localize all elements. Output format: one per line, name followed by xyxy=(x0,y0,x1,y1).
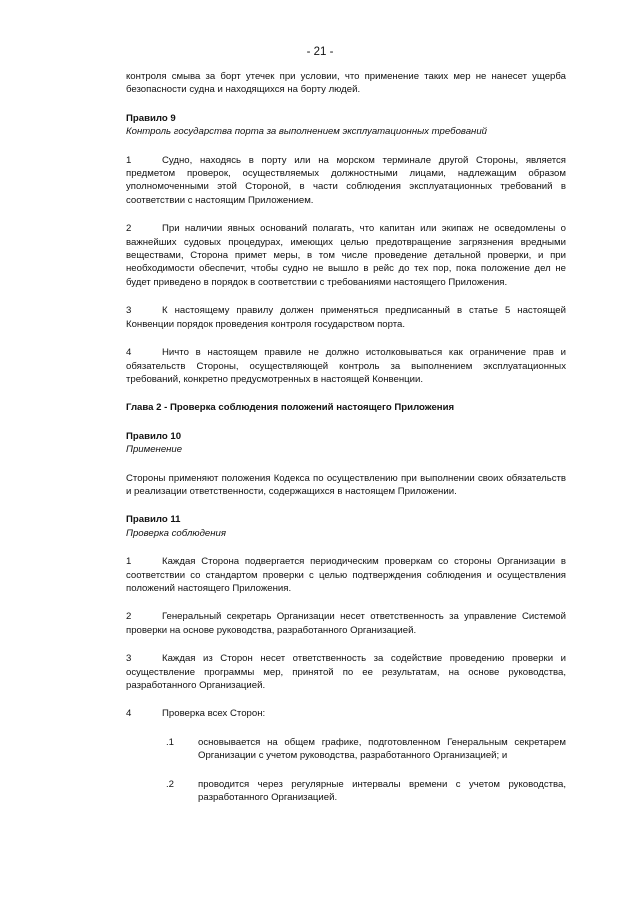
rule-9-subtitle: Контроль государства порта за выполнением эксплуатационных требований xyxy=(126,126,487,138)
rule-11-para-1 xyxy=(126,555,566,595)
page-body xyxy=(126,70,566,804)
rule-11-title: Правило 11 xyxy=(126,514,181,526)
para-number: 1 xyxy=(126,154,132,166)
rule-11-para-3 xyxy=(126,652,566,692)
rule-10-subtitle: Применение xyxy=(126,444,183,456)
rule-9-title: Правило 9 xyxy=(126,112,176,124)
para-text: При наличии явных оснований полагать, что капитан или экипаж не осведомлены о важнейших судовых процедурах, имеющих целью предотвращение загрязнения вредными веществами, Сторона примет меры, в том числе проведение детальной проверки, и при необходимости обеспечит, чтобы судно не вышло в рейс до тех пор, пока положение дел не будет приведено в порядок в соответствии с требованиями настоящего Приложения. xyxy=(126,223,566,288)
subitem-text: основывается на общем графике, подготовленном Генеральным секретарем Организации с учетом руководства, разработанного Организацией; и xyxy=(198,736,566,762)
rule-11-subtitle: Проверка соблюдения xyxy=(126,527,226,539)
para-text: К настоящему правилу должен применяться предписанный в статье 5 настоящей Конвенции порядок проведения контроля государством порта. xyxy=(126,305,566,330)
rule-11-para-4 xyxy=(126,707,566,720)
rule-9-para-2 xyxy=(126,222,566,289)
subitem-number: .2 xyxy=(165,778,174,790)
rule-11-subitem-2 xyxy=(126,778,566,805)
para-number: 4 xyxy=(126,347,132,359)
para-text: Ничто в настоящем правиле не должно истолковываться как ограничение прав и обязательств Стороны, осуществляющей контроль за выполнением эксплуатационных требований, конкретно предусмотренных в настоящей Конвенции. xyxy=(126,347,566,385)
subitem-text: проводится через регулярные интервалы времени с учетом руководства, разработанного Организацией. xyxy=(198,778,566,804)
intro-paragraph: контроля смыва за борт утечек при условии, что применение таких мер не нанесет ущерба безопасности судна и находящихся на борту людей. xyxy=(126,71,566,96)
para-text: Каждая Сторона подвергается периодическим проверкам со стороны Организации в соответствии со стандартом проверки с целью подтверждения соблюдения и осуществления положений настоящего Приложения. xyxy=(126,556,566,594)
rule-11-para-2 xyxy=(126,610,566,637)
rule-9-para-1 xyxy=(126,154,566,208)
para-number: 2 xyxy=(126,223,132,235)
chapter-2-heading: Глава 2 - Проверка соблюдения положений настоящего Приложения xyxy=(126,402,455,414)
para-text: Проверка всех Сторон: xyxy=(162,708,266,720)
rule-9-para-3 xyxy=(126,304,566,331)
para-text: Генеральный секретарь Организации несет ответственность за управление Системой проверки на основе руководства, разработанного Организацией. xyxy=(126,611,566,636)
rule-10-text: Стороны применяют положения Кодекса по осуществлению при выполнении своих обязательств и реализации ответственности, содержащихся в настоящем Приложении. xyxy=(126,472,566,497)
para-number: 4 xyxy=(126,708,132,720)
para-number: 1 xyxy=(126,556,132,568)
page-number: - 21 - xyxy=(306,46,334,58)
para-number: 3 xyxy=(126,305,132,317)
subitem-number: .1 xyxy=(165,736,174,748)
para-number: 2 xyxy=(126,611,132,623)
rule-11-subitem-1 xyxy=(126,736,566,763)
rule-9-para-4 xyxy=(126,346,566,386)
rule-10-title: Правило 10 xyxy=(126,430,182,442)
para-number: 3 xyxy=(126,653,132,665)
para-text: Каждая из Сторон несет ответственность за содействие проведению проверки и осуществление программы мер, принятой по ее результатам, на основе руководства, разработанного Организацией. xyxy=(126,653,566,691)
para-text: Судно, находясь в порту или на морском терминале другой Стороны, является предметом проверок, осуществляемых должностными лицами, надлежащим образом уполномоченными этой Стороной, в части соблюдения эксплуатационных требований в соответствии с настоящим Приложением. xyxy=(126,154,566,206)
